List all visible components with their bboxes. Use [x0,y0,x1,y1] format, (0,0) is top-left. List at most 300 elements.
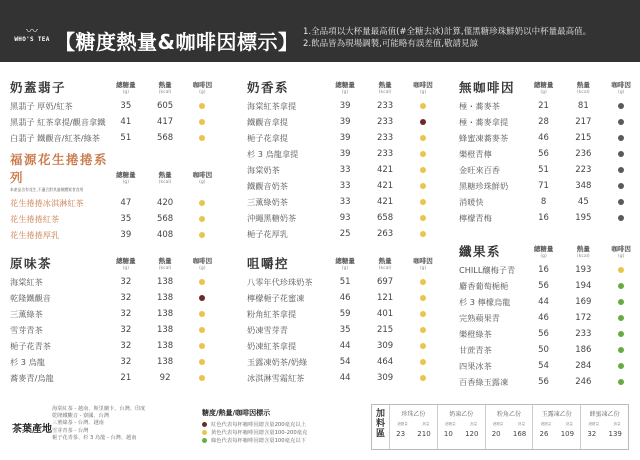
item-sugar: 39 [339,133,351,143]
addon-headers [581,422,628,426]
item-name: 樂橙綠茶 [459,328,492,339]
section-header [459,238,635,260]
caffeine-grey-dot-icon [618,167,624,173]
item-kcal: 138 [156,325,174,335]
caffeine-yellow-dot-icon [199,103,205,109]
col-sugar [331,82,359,96]
item-name: 三薰綠茶 [10,308,43,319]
col-unit: (kcal) [378,266,392,271]
caffeine-yellow-dot-icon [420,151,426,157]
col-caffeine [189,82,216,96]
caffeine-grey-dot-icon [618,135,624,141]
menu-row [247,322,437,338]
menu-row [459,178,635,194]
item-kcal: 421 [376,181,394,191]
caffeine-cell [607,363,635,369]
addon-sugar: 20 [491,430,501,438]
caffeine-yellow-dot-icon [199,343,205,349]
col-sugar [530,82,558,96]
caffeine-yellow-dot-icon [618,267,624,273]
item-kcal: 568 [156,214,174,224]
section-title: 咀嚼控 [247,256,290,271]
caffeine-yellow-dot-icon [420,311,426,317]
item-name: CHILL釀梅子青 [459,264,516,275]
col-unit: (g) [341,90,349,95]
section-fruit [459,238,635,390]
caffeine-cell [189,103,216,109]
caffeine-grey-dot-icon [618,119,624,125]
item-sugar: 44 [339,373,351,383]
caffeine-yellow-dot-icon [199,279,205,285]
col-kcal [569,246,597,260]
caffeine-yellow-dot-icon [420,231,426,237]
legend-text: 綠色代表每杯咖啡因總含量100毫克以下 [211,438,306,444]
item-kcal: 284 [575,361,592,371]
addon-item [486,405,534,449]
col-kcal [371,258,399,272]
item-name: 消暖快 [459,196,484,207]
col-unit: (g) [199,90,206,95]
caffeine-yellow-dot-icon [420,295,426,301]
caffeine-green-dot-icon [618,379,624,385]
menu-row [459,294,635,310]
caffeine-cell [409,343,437,349]
col-label: 總糖量 [116,257,136,265]
menu-row [459,358,635,374]
caffeine-red-dot-icon [420,119,426,125]
item-name: 海棠紅茶拿提 [247,100,297,111]
addon-sugar: 23 [396,430,406,438]
caffeine-cell [607,183,635,189]
menu-row [10,211,216,227]
item-kcal: 194 [575,281,592,291]
item-kcal: 169 [575,297,592,307]
origin-line: 乾隆鐵觀音 - 寮國、台灣 [52,413,110,420]
addon-kcal-label: 熱量 [565,422,573,426]
item-name: 乾隆鐵觀音 [10,292,51,303]
addon-kcal-label: 熱量 [518,422,526,426]
addon-item [390,405,438,449]
item-kcal: 223 [575,165,592,175]
yellow-dot-icon [202,430,207,435]
addon-values [438,430,485,438]
addon-kcal-label: 熱量 [422,422,430,426]
addon-item [533,405,581,449]
addon-headers [438,422,485,426]
menu-row [10,98,216,114]
col-label: 咖啡因 [611,81,631,89]
section-chew [247,250,437,386]
item-name: 冰淇淋雪霜紅茶 [247,372,305,383]
item-name: 花生捲捲紅茶 [10,213,60,224]
item-name: 黑翡子 紅茶拿提/觀音拿鐵 [10,116,106,127]
item-sugar: 32 [120,357,132,367]
item-sugar: 39 [120,230,132,240]
brand-name: WHO'S TEA [14,36,50,43]
item-name: 樂橙青檸 [459,148,492,159]
col-label: 咖啡因 [192,257,213,265]
caffeine-yellow-dot-icon [420,359,426,365]
item-sugar: 59 [339,309,351,319]
addon-sugar: 26 [539,430,549,438]
col-label: 熱量 [158,81,172,89]
item-kcal: 236 [575,149,592,159]
section-title: 無咖啡因 [459,80,516,95]
item-name: 杉 3 檸檬烏龍 [459,296,511,307]
item-kcal: 464 [376,357,394,367]
caffeine-cell [189,311,216,317]
item-kcal: 401 [376,309,394,319]
menu-row [10,195,216,211]
item-name: 極・蕎麥拿提 [459,116,509,127]
addon-sugar-label: 總糖量 [540,422,552,426]
menu-row [247,370,437,386]
item-kcal: 658 [376,213,394,223]
item-sugar: 32 [120,325,132,335]
col-caffeine [409,258,437,272]
caffeine-cell [409,279,437,285]
caffeine-cell [607,331,635,337]
item-name: 鐵觀音奶茶 [247,180,288,191]
section-title: 原味茶 [10,256,53,271]
col-sugar [112,172,139,186]
caffeine-cell [409,167,437,173]
caffeine-yellow-dot-icon [199,375,205,381]
green-dot-icon [202,438,207,443]
item-kcal: 138 [156,293,174,303]
caffeine-grey-dot-icon [618,103,624,109]
caffeine-cell [409,231,437,237]
item-kcal: 233 [376,117,394,127]
item-sugar: 32 [120,341,132,351]
caffeine-yellow-dot-icon [420,279,426,285]
caffeine-cell [607,215,635,221]
item-kcal: 697 [376,277,394,287]
caffeine-yellow-dot-icon [199,119,205,125]
item-sugar: 51 [120,133,132,143]
caffeine-cell [189,343,216,349]
item-name: 檸檬青梅 [459,212,492,223]
menu-row [247,210,437,226]
caffeine-yellow-dot-icon [420,103,426,109]
item-name: 八零年代珍珠奶茶 [247,276,313,287]
col-unit: (g) [540,90,547,95]
item-kcal: 92 [159,373,171,383]
caffeine-grey-dot-icon [618,215,624,221]
item-kcal: 421 [376,165,394,175]
addon-name: 粉角乙份 [496,411,521,418]
item-sugar: 50 [538,345,549,355]
origin-line: 梔子花青茶、杉 3 烏龍 - 台灣、越南 [52,434,137,441]
section-peanut [10,152,216,243]
caffeine-cell [607,267,635,273]
col-unit: (g) [617,90,625,95]
item-kcal: 233 [376,149,394,159]
caffeine-yellow-dot-icon [420,343,426,349]
caffeine-cell [607,299,635,305]
item-kcal: 233 [376,101,394,111]
menu-row [247,162,437,178]
menu-row [10,322,216,338]
item-name: 蕎麥青/烏龍 [10,372,54,383]
addon-name: 玉露凍乙份 [541,411,572,418]
item-kcal: 138 [156,277,174,287]
section-header [247,74,437,96]
menu-row [10,114,216,130]
item-name: 花生捲捲厚乳 [10,229,60,240]
menu-row [247,274,437,290]
addon-headers [390,422,437,426]
item-name: 杉 3 烏龍拿提 [247,148,299,159]
item-name: 杉 3 烏龍 [10,356,45,367]
caffeine-cell [607,103,635,109]
item-kcal: 195 [575,213,592,223]
section-title: 福源花生捲捲系列 [10,152,109,185]
red-dot-icon [202,422,207,427]
addon-kcal: 168 [512,430,527,438]
caffeine-green-dot-icon [618,331,624,337]
item-sugar: 54 [339,357,351,367]
col-unit: (g) [122,180,129,185]
item-name: 四果冰茶 [459,360,492,371]
menu-row [10,274,216,290]
addon-item [581,405,628,449]
addon-headers [533,422,580,426]
item-kcal: 193 [575,265,592,275]
addon-sugar-label: 總糖量 [492,422,504,426]
col-unit: (g) [122,90,129,95]
addon-kcal: 210 [417,430,431,438]
item-kcal: 421 [376,197,394,207]
mustache-icon: 〰 [25,24,38,38]
col-unit: (g) [199,180,206,185]
addon-sugar-label: 總糖量 [588,422,599,426]
item-kcal: 348 [575,181,592,191]
item-sugar: 39 [339,101,351,111]
caffeine-cell [409,151,437,157]
origin-line: 三薰綠茶 - 台灣、越南 [52,420,104,427]
item-kcal: 263 [376,229,394,239]
col-label: 熱量 [576,245,590,253]
caffeine-yellow-dot-icon [199,232,205,238]
item-name: 花生捲捲冰淇淋紅茶 [10,197,84,208]
col-label: 總糖量 [533,81,554,89]
col-unit: (g) [540,254,547,259]
col-unit: (kcal) [577,254,590,259]
item-kcal: 138 [156,309,174,319]
caffeine-yellow-dot-icon [420,199,426,205]
item-name: 梔子花拿提 [247,132,288,143]
legend-item-red [202,420,307,428]
header-notes [303,26,591,50]
origin-label: 茶葉產地 [12,424,52,435]
addon-kcal: 139 [608,430,622,438]
caffeine-legend [202,408,307,444]
item-kcal: 215 [376,325,394,335]
caffeine-cell [189,359,216,365]
menu-row [10,370,216,386]
item-sugar: 54 [538,361,549,371]
item-name: 黑翡子 厚奶/紅茶 [10,100,73,111]
section-title: 纖果系 [459,244,502,259]
menu-row [247,338,437,354]
caffeine-cell [607,135,635,141]
caffeine-cell [607,167,635,173]
menu-row [459,278,635,294]
section-original [10,250,216,386]
col-caffeine [189,258,216,272]
menu-row [247,114,437,130]
col-label: 咖啡因 [413,81,433,89]
menu-row [247,226,437,242]
caffeine-cell [409,327,437,333]
item-sugar: 16 [538,265,549,275]
addon-sugar-label: 總糖量 [445,422,456,426]
note-2: 2.飲品皆為現場調製,可能略有誤差值,敬請見諒 [303,39,479,49]
item-kcal: 309 [376,341,394,351]
menu-row [10,338,216,354]
item-name: 沖繩黑糖奶茶 [247,212,297,223]
addons-title-char: 料 [375,419,385,429]
item-sugar: 56 [538,377,549,387]
caffeine-yellow-dot-icon [420,167,426,173]
addon-kcal: 109 [560,430,575,438]
menu-row [459,326,635,342]
item-name: 黑糖珍珠鮮奶 [459,180,509,191]
col-kcal [569,82,597,96]
item-sugar: 35 [339,325,351,335]
item-sugar: 51 [339,277,351,287]
item-kcal: 138 [156,357,174,367]
item-sugar: 28 [538,117,549,127]
item-sugar: 71 [538,181,549,191]
col-label: 熱量 [378,81,392,89]
caffeine-cell [607,199,635,205]
col-unit: (g) [419,90,427,95]
item-kcal: 138 [156,341,174,351]
menu-row [10,290,216,306]
col-caffeine [189,172,216,186]
item-name: 甘蔗青茶 [459,344,492,355]
col-caffeine [607,246,635,260]
caffeine-cell [189,327,216,333]
menu-row [459,310,635,326]
item-name: 完熟蘋果青 [459,312,500,323]
addon-kcal-label: 熱量 [613,422,621,426]
caffeine-green-dot-icon [618,315,624,321]
item-sugar: 46 [339,293,351,303]
caffeine-grey-dot-icon [618,183,624,189]
item-kcal: 172 [575,313,592,323]
item-name: 白翡子 鐵觀音/紅茶/綠茶 [10,132,100,143]
caffeine-yellow-dot-icon [420,375,426,381]
origin-lines [52,406,145,442]
col-label: 咖啡因 [611,245,631,253]
addons-title-char: 區 [375,429,385,439]
col-unit: (kcal) [577,90,590,95]
menu-row [247,194,437,210]
caffeine-cell [189,232,216,238]
item-sugar: 44 [339,341,351,351]
item-name: 金旺來百香 [459,164,500,175]
item-name: 三薰綠奶茶 [247,196,288,207]
item-sugar: 35 [120,214,132,224]
addon-kcal: 120 [465,430,479,438]
addons-title-char: 加 [375,409,385,419]
addon-name: 奶凍乙份 [449,411,474,418]
col-label: 總糖量 [533,245,554,253]
col-label: 總糖量 [116,171,136,179]
caffeine-cell [409,375,437,381]
menu-row [459,98,635,114]
item-kcal: 233 [575,329,592,339]
caffeine-cell [409,199,437,205]
item-name: 奶凍雪芽青 [247,324,288,335]
section-naigai [10,74,216,146]
note-1: 1.全品項以大杯量最高值(#全糖去冰)計算,僅黑糖珍珠鮮奶以中杯量最高值。 [303,27,592,37]
caffeine-cell [409,103,437,109]
col-unit: (kcal) [158,180,172,185]
item-sugar: 39 [339,149,351,159]
caffeine-green-dot-icon [618,363,624,369]
caffeine-cell [189,295,216,301]
item-name: 雪芽青茶 [10,324,43,335]
item-sugar: 56 [538,281,549,291]
section-title: 奶蓋翡子 [10,80,67,95]
item-kcal: 215 [575,133,592,143]
item-sugar: 51 [538,165,549,175]
menu-row [10,130,216,146]
col-label: 總糖量 [116,81,136,89]
menu-row [459,194,635,210]
addon-sugar: 32 [587,430,597,438]
menu-row [459,262,635,278]
caffeine-cell [189,135,216,141]
caffeine-cell [189,119,216,125]
item-kcal: 408 [156,230,174,240]
caffeine-yellow-dot-icon [199,200,205,206]
col-kcal [371,82,399,96]
addon-sugar-label: 總糖量 [397,422,408,426]
legend-text: 黃色代表每杯咖啡因總含量100-200毫克 [211,430,308,436]
legend-text: 紅色代表每杯咖啡因總含量200毫克以上 [211,422,306,428]
item-kcal: 417 [156,117,174,127]
addon-name: 珍珠乙份 [401,411,426,418]
item-kcal: 420 [156,198,174,208]
addons-title [372,405,390,449]
caffeine-green-dot-icon [618,283,624,289]
col-kcal [151,172,178,186]
col-label: 熱量 [158,171,172,179]
caffeine-yellow-dot-icon [420,135,426,141]
item-sugar: 47 [120,198,132,208]
menu-row [247,354,437,370]
item-name: 奶凍紅茶拿提 [247,340,297,351]
section-decaf [459,74,635,226]
item-kcal: 217 [575,117,592,127]
caffeine-grey-dot-icon [618,199,624,205]
caffeine-cell [409,119,437,125]
section-header [10,152,216,186]
col-unit: (g) [419,266,427,271]
item-kcal: 246 [575,377,592,387]
item-name: 玉露凍奶茶/奶綠 [247,356,308,367]
caffeine-cell [189,200,216,206]
menu-row [459,210,635,226]
item-name: 梔子花青茶 [10,340,51,351]
caffeine-cell [409,215,437,221]
item-name: 麝香葡萄梔梔 [459,280,509,291]
